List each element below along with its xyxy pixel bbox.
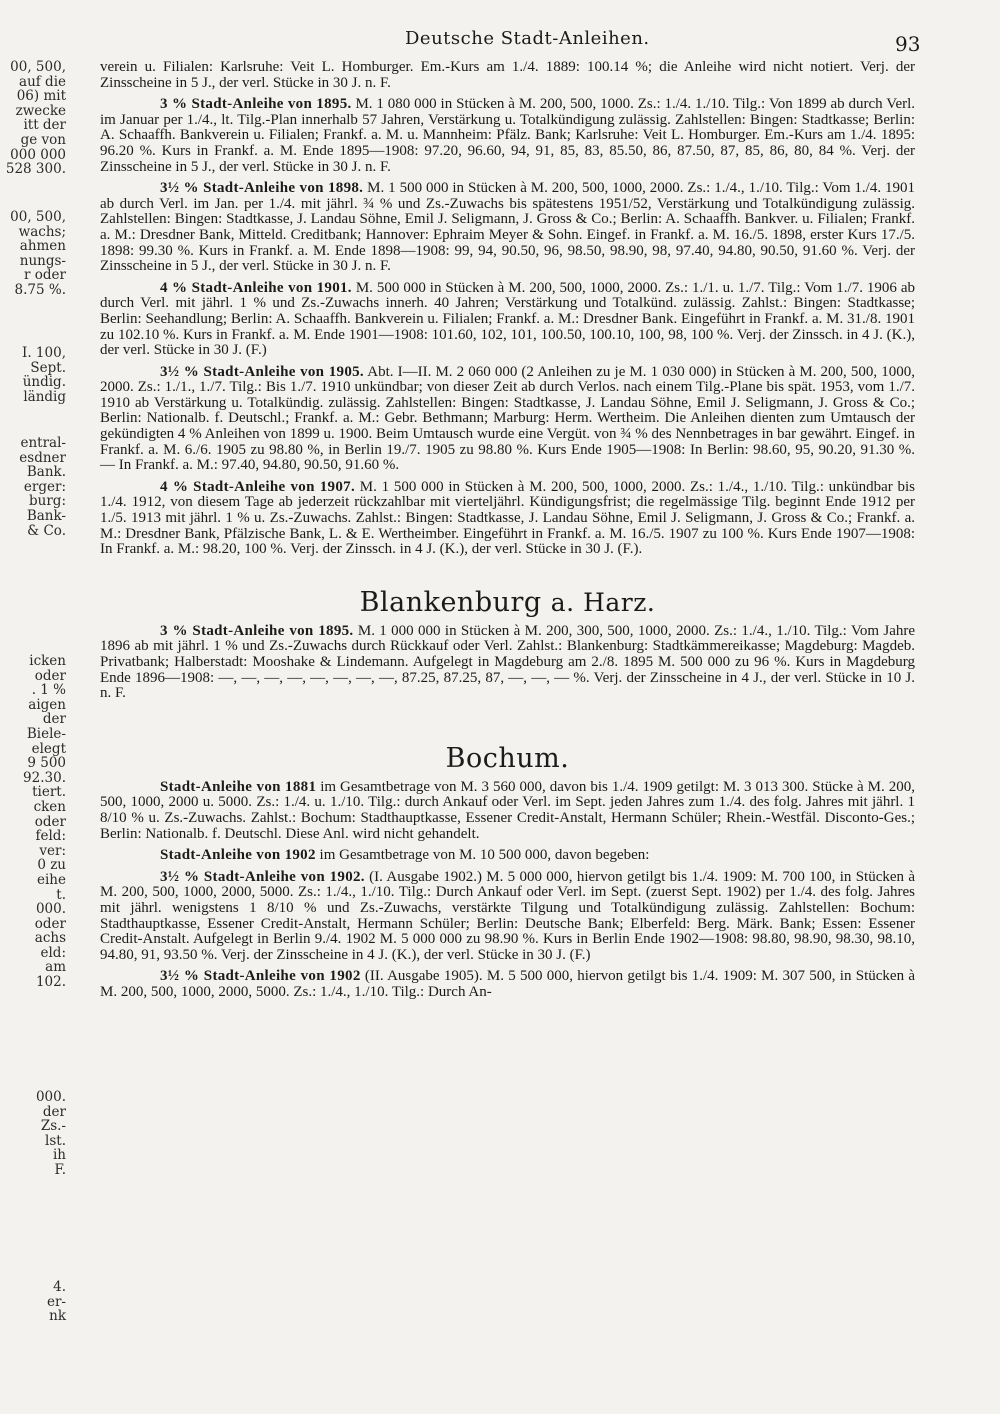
bond-heading: Stadt-Anleihe von 1881 bbox=[160, 778, 317, 795]
margin-fragment: ge von bbox=[20, 131, 66, 148]
margin-fragment: cken bbox=[33, 798, 66, 815]
paragraph-text: verein u. Filialen: Karlsruhe: Veit L. Homburger. Em.-Kurs am 1./4. 1889: 100.14 %; die Anleihe wird nicht notiert. Verj. der Zinsscheine in 5 J., der verl. Stücke in 30 J. n. F. bbox=[100, 59, 915, 91]
bond-entry bbox=[100, 780, 915, 842]
margin-fragment: der bbox=[42, 1103, 66, 1120]
bond-heading: 3 % Stadt-Anleihe von 1895. bbox=[160, 622, 354, 639]
margin-fragment: entral- bbox=[20, 435, 66, 451]
margin-fragment: ündig. bbox=[22, 374, 66, 391]
margin-fragment: . 1 % bbox=[31, 682, 66, 699]
margin-block-2 bbox=[10, 210, 66, 298]
bond-heading: 3½ % Stadt-Anleihe von 1902 bbox=[160, 968, 361, 985]
margin-fragment: icken bbox=[29, 653, 66, 669]
margin-fragment: ländig bbox=[23, 388, 66, 405]
margin-fragment: F. bbox=[54, 1161, 66, 1178]
margin-fragment: nk bbox=[49, 1308, 66, 1325]
margin-fragment: wachs; bbox=[18, 223, 66, 240]
city-name: Bochum. bbox=[445, 742, 570, 774]
bond-text: M. 1 080 000 in Stücken à M. 200, 500, 1000. Zs.: 1./4. 1./10. Tilg.: Von 1899 ab durch Verl. im Januar per 1./4., lt. Tilg.-Plan innerhalb 57 Jahren, Verstärkung u. Totalkündigung zulässig. Zahlstellen: Bingen: Stadtkasse; Berlin: A. Schaaffh. Bankverein u. Filialen; Frankf. a. M. u. Mannheim: Pfälz. Bank; Karlsruhe: Veit L. Homburger. Em.-Kurs am 1./4. 1895: 96.20 %. Kurs in Frankf. a. M. Ende 1895—1908: 97.20, 96.60, 94, 91, 85, 83, 85.50, 86, 87.50, 87, 85, 86, 80, 84 %. Verj. der Zinsscheine in 5 J., der verl. Stücke in 30 J. n. F. bbox=[100, 96, 916, 175]
page-body bbox=[100, 60, 915, 1001]
bond-text: Abt. I—II. M. 2 060 000 (2 Anleihen zu je M. 1 030 000) in Stücken à M. 200, 500, 1000, 2000. Zs.: 1./1., 1./7. Tilg.: Bis 1./7. 1910 unkündbar; von dieser Zeit ab durch Verlos. nach einem Tilg.-Plane bis spät. 1953, vom 1./7. 1910 ab Verstärkung u. Totalkündig. zulässig. Zahlstellen: Bingen: Stadtkasse, J. Landau Söhne, Emil J. Seligmann, J. Gross & Co.; Berlin: Nationalb. f. Deutschl.; Frankf. a. M.: Gebr. Bethmann; Marburg: Herm. Wertheim. Die Anleihen dienten zum Umtausch der gekündigten 4 % Anleihen von 1899 u. 1900. Beim Umtausch wurde eine Vergüt. von ¾ % des Nennbetrages in bar gewährt. Eingef. in Frankf. a. M. 6./6. 1905 zu 98.80 %, in Berlin 19./7. 1905 zu 98.80 %. Kurs Ende 1905—1908: In Berlin: 98.60, 95, 90.20, 91.30 %. — In Frankf. a. M.: 97.40, 94.80, 90.50, 91.60 %. bbox=[100, 363, 915, 474]
margin-fragment: tiert. bbox=[32, 784, 66, 801]
margin-fragment: ih bbox=[52, 1147, 66, 1164]
bond-text: im Gesamtbetrage von M. 10 500 000, davon begeben: bbox=[319, 847, 650, 864]
bond-entry bbox=[100, 181, 915, 275]
bond-entry bbox=[100, 870, 915, 964]
bond-entry bbox=[100, 281, 915, 359]
bond-entry bbox=[100, 480, 915, 558]
margin-fragment: 000. bbox=[35, 901, 66, 918]
margin-fragment: burg: bbox=[29, 493, 66, 510]
bond-entry bbox=[100, 624, 915, 702]
margin-fragment: Sept. bbox=[30, 359, 66, 376]
city-suffix: a. Harz. bbox=[550, 587, 656, 617]
margin-fragment: Biele- bbox=[26, 725, 66, 742]
margin-block-4 bbox=[19, 436, 66, 538]
margin-fragment: ver: bbox=[39, 842, 66, 859]
margin-fragment: erger: bbox=[23, 478, 66, 495]
margin-fragment: 528 300. bbox=[5, 161, 66, 178]
bond-text: (I. Ausgabe 1902.) M. 5 000 000, hiervon getilgt bis 1./4. 1909: M. 700 100, in Stücken à M. 200, 500, 1000, 2000, 5000. Zs.: 1./4., 1./10. Tilg.: Durch Ankauf oder Verl. im Sept. (zuerst Sept. 1902) per 1./4. des folg. Jahres mit jährl. wenigstens 1 8/10 % und Zs.-Zuwachs, verstärkte Tilgung und Totalkündigung zulässig. Zahlstellen: Bochum: Stadthauptkasse, Essener Credit-Anstalt, Hermann Schüler; Berlin: Deutsche Bank; Elberfeld: Berg. Märk. Bank; Essen: Essener Credit-Anstalt. Aufgelegt in Berlin 9./4. 1902 M. 5 000 000 zu 98.90 %. Kurs in Berlin Ende 1902—1908: 98.80, 98.90, 98.30, 98.10, 94.80, 91, 93.50 %. Verj. der Zinsscheine in 4 J. (K.), der verl. Stücke in 30 J. (F.) bbox=[100, 868, 915, 963]
bond-heading: 3½ % Stadt-Anleihe von 1902. bbox=[160, 868, 365, 885]
margin-fragment: 00, 500, bbox=[10, 209, 66, 225]
margin-fragment: 102. bbox=[35, 974, 66, 991]
margin-fragment: elegt bbox=[31, 740, 66, 757]
margin-fragment: 8.75 %. bbox=[14, 281, 66, 298]
margin-fragment: Bank- bbox=[26, 507, 66, 524]
margin-fragment: r oder bbox=[24, 267, 66, 284]
page-number: 93 bbox=[895, 32, 921, 56]
margin-fragment: aigen bbox=[28, 696, 66, 713]
margin-fragment: Bank. bbox=[26, 464, 66, 481]
margin-fragment: Zs.- bbox=[40, 1118, 66, 1135]
margin-block-3 bbox=[22, 346, 66, 404]
margin-fragment: 92.30. bbox=[23, 769, 66, 786]
margin-block-5 bbox=[23, 654, 66, 990]
margin-fragment: feld: bbox=[35, 828, 66, 845]
margin-fragment: eihe bbox=[37, 871, 66, 888]
margin-fragment: auf die bbox=[19, 73, 66, 90]
margin-fragment: am bbox=[45, 959, 66, 976]
paragraph-continuation bbox=[100, 60, 915, 91]
margin-fragment: 06) mit bbox=[16, 88, 66, 105]
margin-fragment: t. bbox=[56, 886, 66, 903]
margin-fragment: 9 500 bbox=[27, 755, 66, 772]
bond-text: M. 1 000 000 in Stücken à M. 200, 300, 500, 1000, 2000. Zs.: 1./4., 1./10. Tilg.: Vom Jahre 1896 ab mit jährl. 1 % und Zs.-Zuwachs durch Rückkauf oder Verl. Zahlst.: Blankenburg: Stadtkämmereikasse; Magdeburg: Magdeb. Privatbank; Halberstadt: Mooshake & Lindemann. Aufgelegt in Magdeburg am 2./8. 1895 M. 500 000 zu 96 %. Kurs in Magdeburg Ende 1896—1908: —, —, —, —, —, —, —, —, 87.25, 87.25, 87, —, —, — %. Verj. der Zinsscheine in 4 J., der verl. Stücke in 10 J. n. F. bbox=[100, 622, 916, 702]
margin-fragment: oder bbox=[34, 915, 66, 932]
margin-fragment: achs bbox=[34, 930, 66, 947]
bond-text: M. 1 500 000 in Stücken à M. 200, 500, 1000, 2000. Zs.: 1./4., 1./10. Tilg.: unkündbar bis 1./4. 1912, von diesem Tage ab jederzeit rückzahlbar mit vierteljährl. Kündigungsfrist; die regelmässige Tilg. beginnt Ende 1912 per 1./5. 1913 mit jährl. 1 % u. Zs.-Zuwachs. Zahlst.: Bingen: Stadtkasse, J. Landau Söhne, Emil J. Seligmann, J. Gross & Co.; Frankf. a. M.: Dresdner Bank, Pfälzische Bank, L. & E. Wertheimber. Eingeführt in Frankf. a. M. 16./5. 1907 zu 100 %. Kurs Ende 1907—1908: In Frankf. a. M.: 98.20, 100 %. Verj. der Zinssch. in 4 J. (K.), der verl. Stücke in 30 J. (F.). bbox=[100, 478, 916, 558]
bond-heading: 3½ % Stadt-Anleihe von 1898. bbox=[160, 180, 364, 197]
margin-fragment: 000. bbox=[35, 1089, 66, 1105]
bond-entry bbox=[100, 969, 915, 1000]
margin-block-6 bbox=[36, 1090, 66, 1178]
margin-fragment: nungs- bbox=[19, 252, 66, 269]
bond-heading: Stadt-Anleihe von 1902 bbox=[160, 847, 316, 864]
margin-fragment: ahmen bbox=[19, 238, 66, 255]
margin-block-1 bbox=[6, 60, 66, 177]
city-name: Blankenburg bbox=[359, 586, 542, 618]
margin-fragment: 4. bbox=[53, 1279, 66, 1295]
bond-entry bbox=[100, 848, 915, 864]
bond-entry bbox=[100, 97, 915, 175]
margin-fragment: eld: bbox=[40, 944, 66, 961]
margin-fragment: 0 zu bbox=[37, 857, 66, 874]
bond-text: im Gesamtbetrage von M. 3 560 000, davon bis 1./4. 1909 getilgt: M. 3 013 300. Stücke à M. 200, 500, 1000, 2000 u. 5000. Zs.: 1./4. u. 1./10. Tilg.: durch Ankauf oder Verl. im Sept. jeden Jahres zum 1./4. des folg. Jahres mit jährl. 1 8/10 % u. Zs.-Zuwachs. Zahlst.: Bochum: Stadthauptkasse, Essener Credit-Anstalt, Hermann Schüler; Rhein.-Westfäl. Disconto-Ges.; Berlin: Nationalb. f. Deutschl. Diese Anl. wird nicht gehandelt. bbox=[100, 778, 915, 842]
margin-fragment: oder bbox=[34, 667, 66, 684]
margin-fragment: er- bbox=[46, 1293, 66, 1310]
margin-fragment: der bbox=[42, 711, 66, 728]
margin-fragment: & Co. bbox=[27, 522, 66, 539]
margin-fragment: zwecke bbox=[15, 102, 66, 119]
margin-fragment: itt der bbox=[23, 117, 66, 134]
bond-heading: 3 % Stadt-Anleihe von 1895. bbox=[160, 96, 352, 113]
margin-fragment: 00, 500, bbox=[10, 59, 66, 75]
margin-fragment: I. 100, bbox=[22, 345, 66, 361]
city-heading-bochum bbox=[100, 744, 915, 774]
margin-fragment: 000 000 bbox=[10, 146, 66, 163]
margin-fragment: esdner bbox=[19, 449, 66, 466]
margin-fragment: oder bbox=[34, 813, 66, 830]
bond-heading: 3½ % Stadt-Anleihe von 1905. bbox=[160, 363, 364, 380]
bond-text: M. 500 000 in Stücken à M. 200, 500, 1000, 2000. Zs.: 1./1. u. 1./7. Tilg.: Vom 1./7. 1906 ab durch Verl. mit jährl. 1 % und Zs.-Zuwachs innerh. 40 Jahren; Verstärkung und Totalkünd. zulässig. Zahlst.: Bingen: Stadtkasse; Berlin: Seehandlung; Berlin: A. Schaaffh. Bankverein u. Filialen; Frankf. a. M.: Dresdner Bank. Eingeführt in Frankf. a. M. 31./8. 1901 zu 102.10 %. Kurs in Frankf. a. M. Ende 1901—1908: 101.60, 102, 101, 100.50, 100.10, 100, 98, 100 %. Verj. der Zinssch. in 4 J. (K.), der verl. Stücke in 30 J. (F.) bbox=[100, 279, 916, 359]
city-heading-blankenburg bbox=[100, 588, 915, 618]
bond-entry bbox=[100, 365, 915, 474]
bond-heading: 4 % Stadt-Anleihe von 1901. bbox=[160, 279, 352, 296]
margin-block-7 bbox=[47, 1280, 66, 1324]
bond-text: M. 1 500 000 in Stücken à M. 200, 500, 1000, 2000. Zs.: 1./4., 1./10. Tilg.: Vom 1./4. 1901 ab durch Verl. im Jan. per 1./4. mit jährl. ¾ % und Zs.-Zuwachs bis spätestens 1951/52, Verstärkung und Totalkündigung zulässig. Zahlstellen: Bingen: Stadtkasse, J. Landau Söhne, Emil J. Seligmann, J. Gross & Co.; Berlin: A. Schaaffh. Bankver. u. Filialen; Frankf. a. M.: Dresdner Bank, Mitteld. Creditbank; Hannover: Ephraim Meyer & Sohn. Eingef. in Frankf. a. M. 16./5. 1898, erster Kurs 17./5. 1898: 99.30 %. Kurs in Frankf. a. M. Ende 1898—1908: 99, 94, 90.50, 96, 98.50, 98.90, 98, 97.40, 94.80, 90.50, 91.60 %. Verj. der Zinsscheine in 5 J., der verl. Stücke in 30 J. n. F. bbox=[100, 180, 915, 275]
bond-text: (II. Ausgabe 1905). M. 5 500 000, hiervon getilgt bis 1./4. 1909: M. 307 500, in Stücken à M. 200, 500, 1000, 2000, 5000. Zs.: 1./4., 1./10. Tilg.: Durch An- bbox=[100, 968, 916, 1000]
margin-fragment: lst. bbox=[45, 1132, 66, 1149]
bond-heading: 4 % Stadt-Anleihe von 1907. bbox=[160, 478, 356, 495]
facing-page-margin bbox=[0, 50, 72, 1390]
running-header: Deutsche Stadt-Anleihen. bbox=[405, 28, 650, 49]
